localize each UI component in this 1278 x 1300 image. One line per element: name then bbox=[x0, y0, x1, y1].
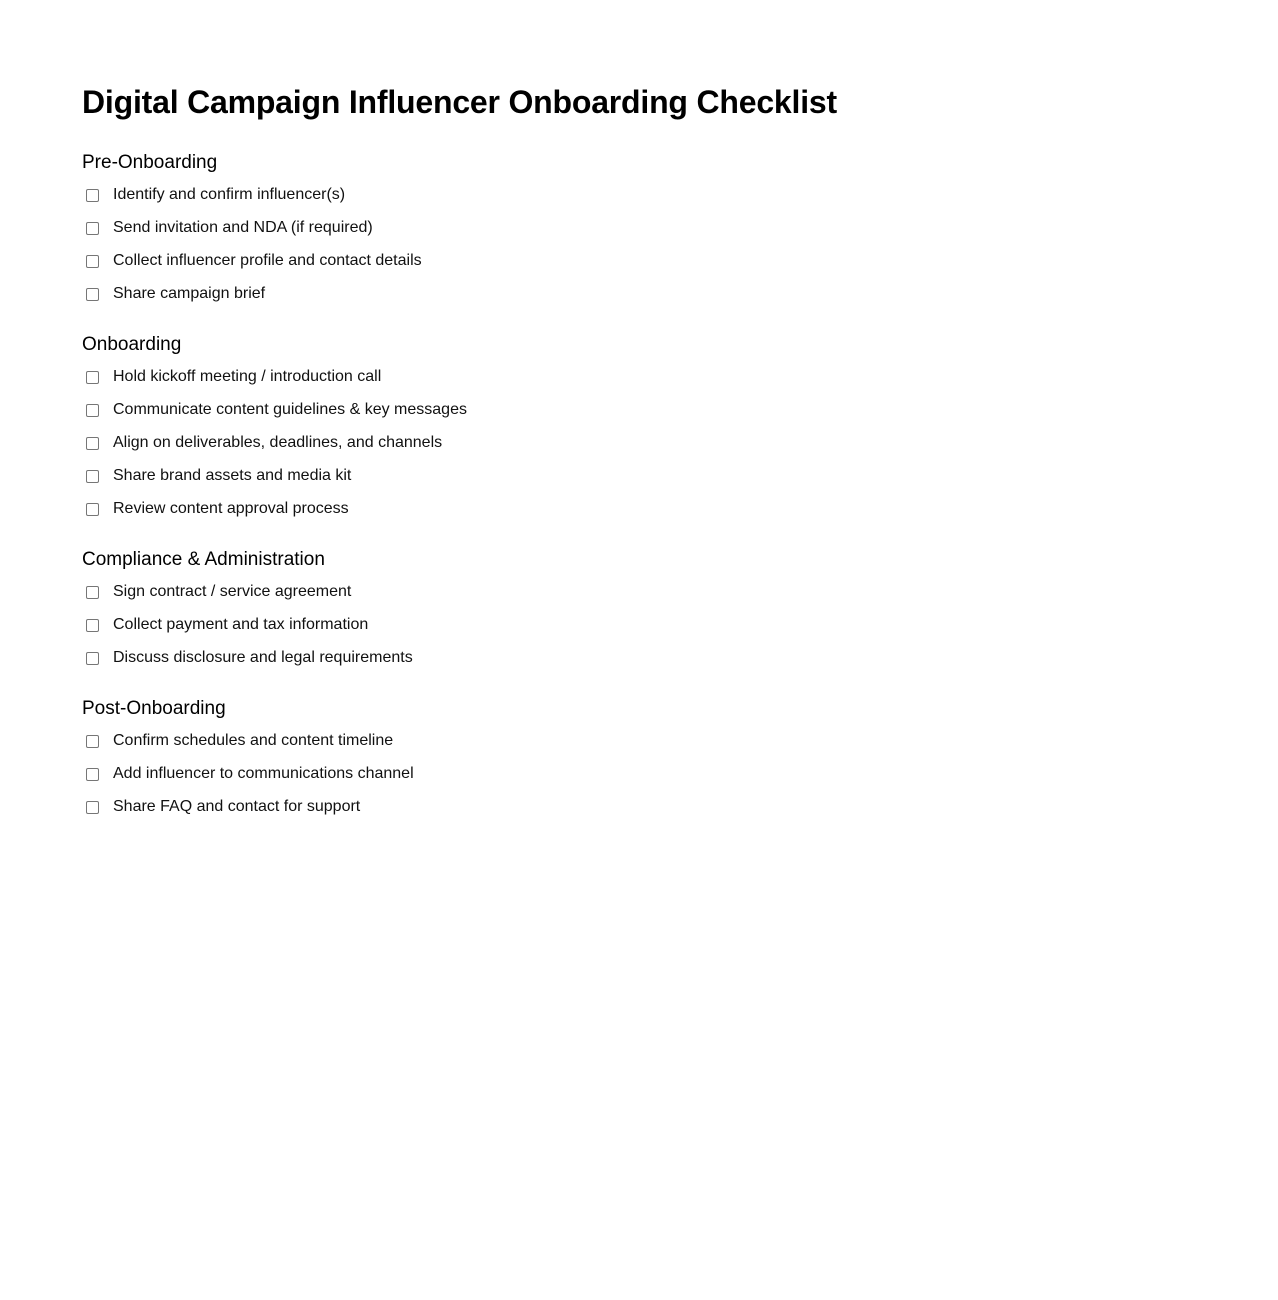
item-label: Identify and confirm influencer(s) bbox=[113, 185, 346, 203]
checkbox[interactable] bbox=[86, 189, 99, 202]
checklist-item bbox=[82, 360, 1182, 393]
checklist-item bbox=[82, 277, 1182, 310]
checklist-item bbox=[82, 459, 1182, 492]
checkbox[interactable] bbox=[86, 222, 99, 235]
checklist-item bbox=[82, 608, 1182, 641]
item-label: Share brand assets and media kit bbox=[113, 466, 352, 484]
checklist bbox=[82, 360, 1182, 525]
section-heading: Onboarding bbox=[82, 334, 182, 355]
item-label: Hold kickoff meeting / introduction call bbox=[113, 367, 382, 385]
section-compliance-administration bbox=[82, 548, 1182, 674]
item-label: Confirm schedules and content timeline bbox=[113, 731, 394, 749]
section-heading: Compliance & Administration bbox=[82, 549, 325, 570]
checklist-item bbox=[82, 492, 1182, 525]
item-label: Discuss disclosure and legal requirements bbox=[113, 648, 413, 666]
checklist-item bbox=[82, 244, 1182, 277]
section-pre-onboarding bbox=[82, 151, 1182, 310]
checklist bbox=[82, 178, 1182, 310]
checkbox[interactable] bbox=[86, 404, 99, 417]
checkbox[interactable] bbox=[86, 586, 99, 599]
section-post-onboarding bbox=[82, 697, 1182, 823]
checklist-item bbox=[82, 178, 1182, 211]
item-label: Collect payment and tax information bbox=[113, 615, 369, 633]
item-label: Share campaign brief bbox=[113, 284, 266, 302]
checklist-item bbox=[82, 211, 1182, 244]
checkbox[interactable] bbox=[86, 735, 99, 748]
checkbox[interactable] bbox=[86, 503, 99, 516]
item-label: Send invitation and NDA (if required) bbox=[113, 218, 373, 236]
checklist-item bbox=[82, 641, 1182, 674]
checkbox[interactable] bbox=[86, 371, 99, 384]
item-label: Align on deliverables, deadlines, and channels bbox=[113, 433, 443, 451]
checklist-item bbox=[82, 724, 1182, 757]
section-heading: Post-Onboarding bbox=[82, 698, 226, 719]
item-label: Add influencer to communications channel bbox=[113, 764, 414, 782]
checkbox[interactable] bbox=[86, 619, 99, 632]
checklist-item bbox=[82, 757, 1182, 790]
checklist-item bbox=[82, 575, 1182, 608]
checkbox[interactable] bbox=[86, 255, 99, 268]
section-heading: Pre-Onboarding bbox=[82, 152, 218, 173]
item-label: Review content approval process bbox=[113, 499, 349, 517]
section-onboarding bbox=[82, 333, 1182, 525]
checklist-document bbox=[82, 82, 1182, 823]
checklist bbox=[82, 724, 1182, 823]
checkbox[interactable] bbox=[86, 288, 99, 301]
checklist-item bbox=[82, 426, 1182, 459]
item-label: Sign contract / service agreement bbox=[113, 582, 352, 600]
item-label: Communicate content guidelines & key messages bbox=[113, 400, 467, 418]
checklist-item bbox=[82, 790, 1182, 823]
checkbox[interactable] bbox=[86, 652, 99, 665]
checklist bbox=[82, 575, 1182, 674]
checkbox[interactable] bbox=[86, 437, 99, 450]
item-label: Share FAQ and contact for support bbox=[113, 797, 361, 815]
page-title: Digital Campaign Influencer Onboarding Checklist bbox=[82, 84, 837, 120]
checkbox[interactable] bbox=[86, 801, 99, 814]
checkbox[interactable] bbox=[86, 768, 99, 781]
item-label: Collect influencer profile and contact details bbox=[113, 251, 422, 269]
checklist-item bbox=[82, 393, 1182, 426]
checkbox[interactable] bbox=[86, 470, 99, 483]
